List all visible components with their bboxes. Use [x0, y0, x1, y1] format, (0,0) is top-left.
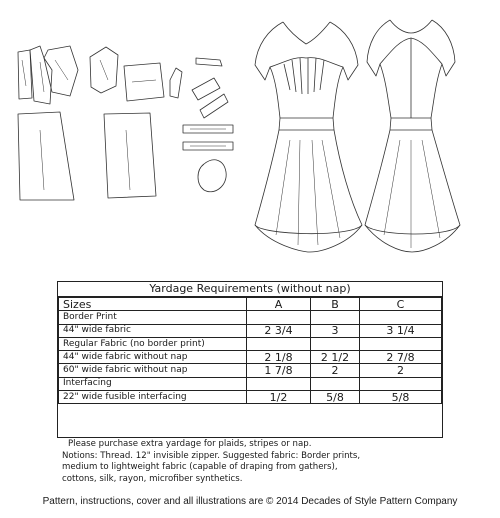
table-row: [59, 337, 442, 350]
row-label: 22" wide fusible interfacing: [59, 391, 247, 404]
notes-line: Notions: Thread. 12" invisible zipper. Suggested fabric: Border prints,: [62, 450, 361, 461]
row-label: Regular Fabric (no border print): [59, 337, 247, 350]
dress-front-drawing: [255, 22, 362, 252]
header-size-b: B: [311, 298, 360, 311]
table-row: [59, 351, 442, 364]
table-row: [59, 324, 442, 337]
pattern-piece: [18, 50, 32, 99]
row-label: 60" wide fabric without nap: [59, 364, 247, 377]
pattern-piece: [196, 58, 222, 66]
cell-a: [247, 337, 311, 350]
fabric-notes: [62, 439, 442, 485]
row-label: Interfacing: [59, 377, 247, 390]
pattern-piece: [18, 112, 74, 200]
cell-b: 2: [311, 364, 360, 377]
cell-a: 2 3/4: [247, 324, 311, 337]
cell-c: 5/8: [360, 391, 442, 404]
notes-line: Please purchase extra yardage for plaids, stripes or nap.: [68, 439, 312, 449]
cell-a: 1 7/8: [247, 364, 311, 377]
cell-b: 3: [311, 324, 360, 337]
cell-a: [247, 311, 311, 324]
pattern-piece: [30, 46, 52, 104]
cell-b: 2 1/2: [311, 351, 360, 364]
row-label: Border Print: [59, 311, 247, 324]
cell-a: 2 1/8: [247, 351, 311, 364]
cell-b: [311, 377, 360, 390]
cell-b: [311, 337, 360, 350]
cell-c: [360, 311, 442, 324]
pattern-piece: [104, 113, 156, 198]
cell-b: [311, 311, 360, 324]
cell-b: 5/8: [311, 391, 360, 404]
pattern-piece: [198, 160, 226, 192]
header-size-c: C: [360, 298, 442, 311]
header-size-a: A: [247, 298, 311, 311]
notes-line: cottons, silk, rayon, microfiber synthetics.: [62, 473, 243, 484]
table-row: [59, 311, 442, 324]
table-header-row: [59, 298, 442, 311]
cell-c: [360, 337, 442, 350]
table-row: [59, 377, 442, 390]
table-row: [59, 364, 442, 377]
copyright-notice: Pattern, instructions, cover and all illustrations are © 2014 Decades of Style Pattern Company: [42, 496, 458, 507]
yardage-table: [57, 281, 443, 438]
pattern-piece: [200, 94, 228, 118]
row-label: 44" wide fabric: [59, 324, 247, 337]
dress-back-drawing: [365, 20, 460, 252]
notes-line: medium to lightweight fabric (capable of draping from gathers),: [62, 462, 338, 472]
cell-a: [247, 377, 311, 390]
row-label: 44" wide fabric without nap: [59, 351, 247, 364]
cell-c: 3 1/4: [360, 324, 442, 337]
pattern-piece: [170, 68, 182, 98]
pattern-pieces: [18, 46, 233, 200]
cell-a: 1/2: [247, 391, 311, 404]
cell-c: [360, 377, 442, 390]
cell-c: 2: [360, 364, 442, 377]
pattern-piece: [124, 63, 164, 101]
header-sizes: Sizes: [59, 298, 247, 311]
table-row: [59, 391, 442, 404]
pattern-piece: [44, 46, 78, 96]
pattern-piece: [192, 78, 220, 100]
table-title: Yardage Requirements (without nap): [58, 282, 442, 297]
cell-c: 2 7/8: [360, 351, 442, 364]
